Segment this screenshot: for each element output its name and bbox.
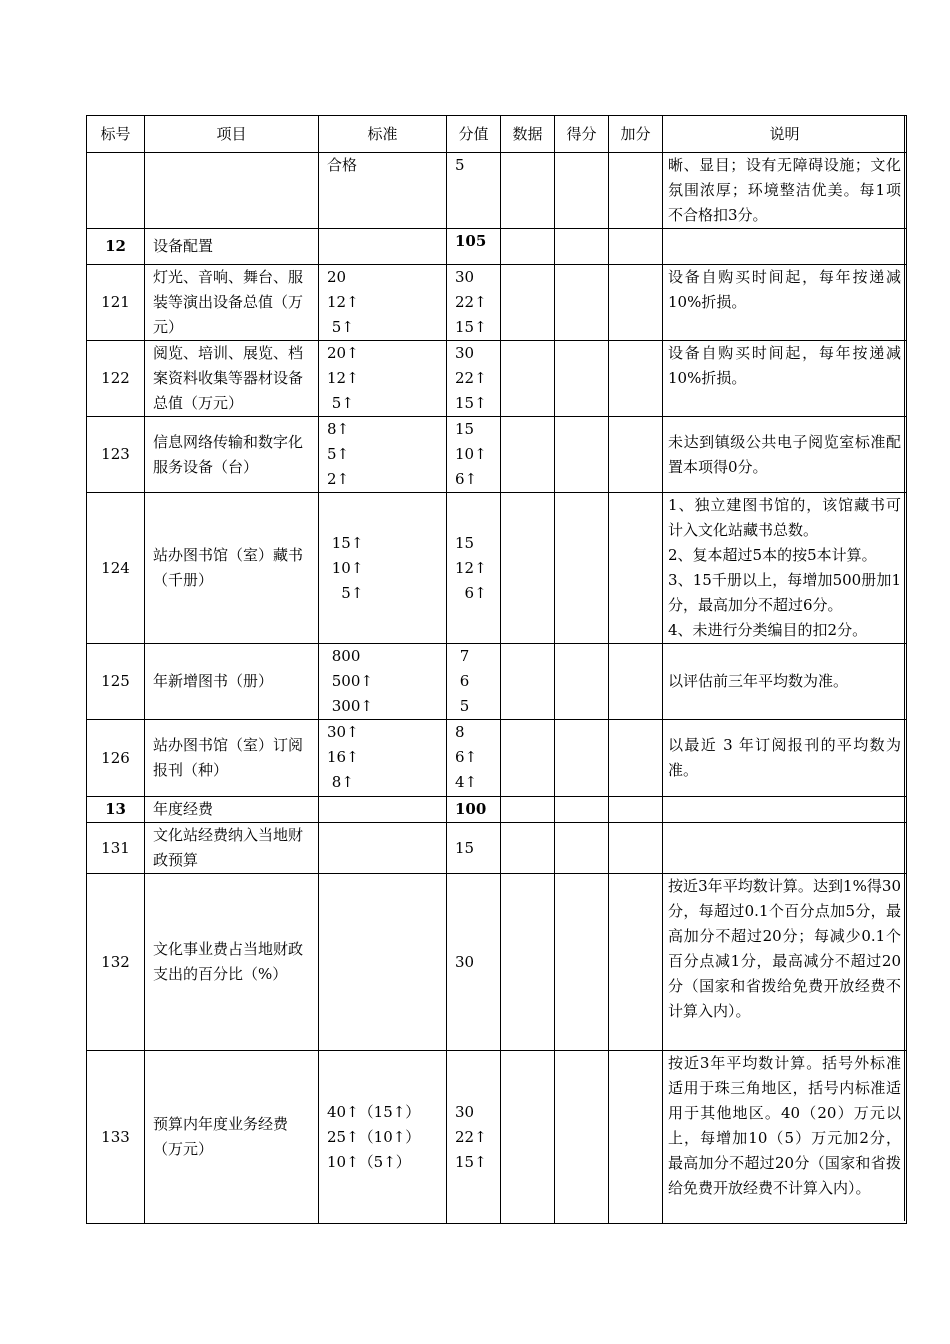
row-data	[501, 644, 555, 720]
row-item: 预算内年度业务经费（万元）	[145, 1051, 319, 1224]
note-text: 晰、显目；设有无障碍设施；文化氛围浓厚；环境整洁优美。每1项不合格扣3分。	[668, 156, 901, 224]
row-note	[663, 644, 907, 720]
table-row	[87, 823, 907, 874]
row-score	[447, 823, 501, 874]
row-earned	[555, 341, 609, 417]
row-earned	[555, 823, 609, 874]
row-earned	[555, 720, 609, 797]
row-bonus	[609, 153, 663, 229]
table-row	[87, 153, 907, 229]
standard-line: 20↑	[327, 344, 359, 362]
row-earned	[555, 229, 609, 265]
row-data	[501, 874, 555, 1051]
row-data	[501, 229, 555, 265]
row-item: 年度经费	[145, 797, 319, 823]
score-line: 8	[455, 723, 465, 741]
header-score: 分值	[447, 116, 501, 153]
standard-line: 2↑	[327, 470, 350, 488]
standard-line: 8↑	[327, 420, 350, 438]
score-line: 30	[455, 1102, 475, 1121]
row-score	[447, 644, 501, 720]
row-id: 132	[87, 874, 145, 1051]
row-data	[501, 153, 555, 229]
row-note	[663, 493, 907, 644]
row-data	[501, 823, 555, 874]
row-id: 12	[87, 229, 145, 265]
standard-line: 15↑	[327, 533, 364, 552]
row-id: 122	[87, 341, 145, 417]
standard-line: 12↑	[327, 293, 359, 311]
note-text: 未达到镇级公共电子阅览室标准配置本项得0分。	[668, 432, 901, 476]
row-data	[501, 720, 555, 797]
row-standard	[319, 823, 447, 874]
row-bonus	[609, 1051, 663, 1224]
standard-line: 5↑	[327, 583, 364, 602]
row-item: 文化事业费占当地财政支出的百分比（%）	[145, 874, 319, 1051]
row-score	[447, 341, 501, 417]
row-standard	[319, 493, 447, 644]
row-id: 125	[87, 644, 145, 720]
score-line: 15↑	[455, 318, 487, 336]
standard-line: 25↑（10↑）	[327, 1127, 421, 1146]
standard-line: 10↑	[327, 558, 364, 577]
score-line: 30	[455, 952, 475, 971]
row-bonus	[609, 720, 663, 797]
row-note	[663, 797, 907, 823]
row-bonus	[609, 265, 663, 341]
standard-line: 20	[327, 268, 347, 286]
row-score	[447, 720, 501, 797]
table-row	[87, 417, 907, 493]
row-note	[663, 265, 907, 341]
standard-line: 30↑	[327, 723, 359, 741]
note-text: 设备自购买时间起，每年按递减10%折损。	[668, 268, 901, 311]
row-earned	[555, 265, 609, 341]
row-standard	[319, 229, 447, 265]
row-item: 文化站经费纳入当地财政预算	[145, 823, 319, 874]
row-bonus	[609, 229, 663, 265]
note-text: 以最近 3 年订阅报刊的平均数为准。	[668, 736, 901, 779]
score-line: 5	[455, 156, 465, 174]
score-line: 22↑	[455, 1127, 487, 1146]
row-score	[447, 229, 501, 265]
note-text: 设备自购买时间起，每年按递减10%折损。	[668, 344, 901, 387]
table-row	[87, 797, 907, 823]
header-row	[87, 116, 907, 153]
standard-line: 5↑	[327, 394, 354, 412]
row-item: 阅览、培训、展览、档案资料收集等器材设备总值（万元）	[145, 341, 319, 417]
row-bonus	[609, 823, 663, 874]
score-line: 12↑	[455, 558, 487, 577]
header-bonus: 加分	[609, 116, 663, 153]
row-standard	[319, 797, 447, 823]
row-data	[501, 341, 555, 417]
row-note	[663, 417, 907, 493]
header-earned: 得分	[555, 116, 609, 153]
row-earned	[555, 644, 609, 720]
row-note	[663, 229, 907, 265]
row-note	[663, 823, 907, 874]
row-item: 站办图书馆（室）订阅报刊（种）	[145, 720, 319, 797]
score-line: 15↑	[455, 394, 487, 412]
row-id	[87, 153, 145, 229]
table-right-edge	[904, 115, 905, 1221]
header-item: 项目	[145, 116, 319, 153]
header-standard: 标准	[319, 116, 447, 153]
row-score	[447, 493, 501, 644]
score-line: 10↑	[455, 445, 487, 463]
standard-line: 合格	[327, 156, 358, 174]
row-data	[501, 1051, 555, 1224]
table-row	[87, 1051, 907, 1224]
score-line: 22↑	[455, 369, 487, 387]
note-text: 1、独立建图书馆的，该馆藏书可计入文化站藏书总数。 2、复本超过5本的按5本计算。 3、15千册以上，每增加500册加1分，最高加分不超过6分。 4、未进行分类编目的扣2分。	[668, 496, 901, 639]
header-id: 标号	[87, 116, 145, 153]
score-line: 105	[455, 232, 487, 250]
row-data	[501, 797, 555, 823]
row-note	[663, 1051, 907, 1224]
standard-line: 12↑	[327, 369, 359, 387]
row-bonus	[609, 341, 663, 417]
row-bonus	[609, 493, 663, 644]
row-note	[663, 153, 907, 229]
row-item: 信息网络传输和数字化服务设备（台）	[145, 417, 319, 493]
standard-line: 5↑	[327, 445, 350, 463]
score-line: 5	[455, 697, 470, 715]
header-note: 说明	[663, 116, 907, 153]
row-standard	[319, 874, 447, 1051]
score-line: 6	[455, 672, 470, 690]
row-score	[447, 417, 501, 493]
row-id: 123	[87, 417, 145, 493]
score-line: 15	[455, 838, 475, 857]
standard-line: 5↑	[327, 318, 354, 336]
row-standard	[319, 341, 447, 417]
score-line: 6↑	[455, 470, 478, 488]
row-bonus	[609, 797, 663, 823]
row-item: 设备配置	[145, 229, 319, 265]
standard-line: 500↑	[327, 672, 373, 690]
score-line: 30	[455, 268, 475, 286]
row-id: 133	[87, 1051, 145, 1224]
row-score	[447, 153, 501, 229]
standard-line: 800	[327, 647, 361, 665]
standard-line: 8↑	[327, 773, 354, 791]
row-id: 126	[87, 720, 145, 797]
table-row	[87, 874, 907, 1051]
row-earned	[555, 417, 609, 493]
table-row	[87, 341, 907, 417]
row-bonus	[609, 644, 663, 720]
row-standard	[319, 720, 447, 797]
note-text: 按近3年平均数计算。括号外标准适用于珠三角地区，括号内标准适用于其他地区。40（20）万元以上，每增加10（5）万元加2分，最高加分不超过20分（国家和省拨给免费开放经费不计算入内）。	[668, 1054, 901, 1197]
row-earned	[555, 493, 609, 644]
note-text: 按近3年平均数计算。达到1%得30分，每超过0.1个百分点加5分，最高加分不超过20分；每减少0.1个百分点减1分，最高减分不超过20分（国家和省拨给免费开放经费不计算入内）。	[668, 877, 901, 1020]
note-text: 以评估前三年平均数为准。	[668, 672, 849, 690]
row-earned	[555, 874, 609, 1051]
table-row	[87, 265, 907, 341]
row-standard	[319, 1051, 447, 1224]
row-item: 站办图书馆（室）藏书（千册）	[145, 493, 319, 644]
standard-line: 40↑（15↑）	[327, 1102, 421, 1121]
row-standard	[319, 417, 447, 493]
standard-line: 10↑（5↑）	[327, 1152, 411, 1171]
header-data: 数据	[501, 116, 555, 153]
row-score	[447, 874, 501, 1051]
row-standard	[319, 265, 447, 341]
row-score	[447, 797, 501, 823]
row-note	[663, 341, 907, 417]
row-data	[501, 493, 555, 644]
table-row	[87, 493, 907, 644]
score-line: 4↑	[455, 773, 478, 791]
score-line: 15	[455, 420, 475, 438]
score-line: 6↑	[455, 748, 478, 766]
evaluation-table	[86, 115, 907, 1224]
row-earned	[555, 797, 609, 823]
score-line: 7	[455, 647, 470, 665]
row-score	[447, 1051, 501, 1224]
row-earned	[555, 153, 609, 229]
row-score	[447, 265, 501, 341]
score-line: 6↑	[455, 583, 487, 602]
row-id: 131	[87, 823, 145, 874]
score-line: 30	[455, 344, 475, 362]
row-id: 13	[87, 797, 145, 823]
row-data	[501, 417, 555, 493]
row-bonus	[609, 874, 663, 1051]
table-row	[87, 229, 907, 265]
score-line: 22↑	[455, 293, 487, 311]
score-line: 100	[455, 800, 487, 818]
row-item: 灯光、音响、舞台、服装等演出设备总值（万元）	[145, 265, 319, 341]
row-id: 121	[87, 265, 145, 341]
row-bonus	[609, 417, 663, 493]
row-item	[145, 153, 319, 229]
row-earned	[555, 1051, 609, 1224]
table-row	[87, 644, 907, 720]
row-id: 124	[87, 493, 145, 644]
row-note	[663, 874, 907, 1051]
score-line: 15	[455, 533, 475, 552]
score-line: 15↑	[455, 1152, 487, 1171]
row-data	[501, 265, 555, 341]
row-item: 年新增图书（册）	[145, 644, 319, 720]
row-standard	[319, 153, 447, 229]
standard-line: 300↑	[327, 697, 373, 715]
row-note	[663, 720, 907, 797]
table-row	[87, 720, 907, 797]
row-standard	[319, 644, 447, 720]
standard-line: 16↑	[327, 748, 359, 766]
